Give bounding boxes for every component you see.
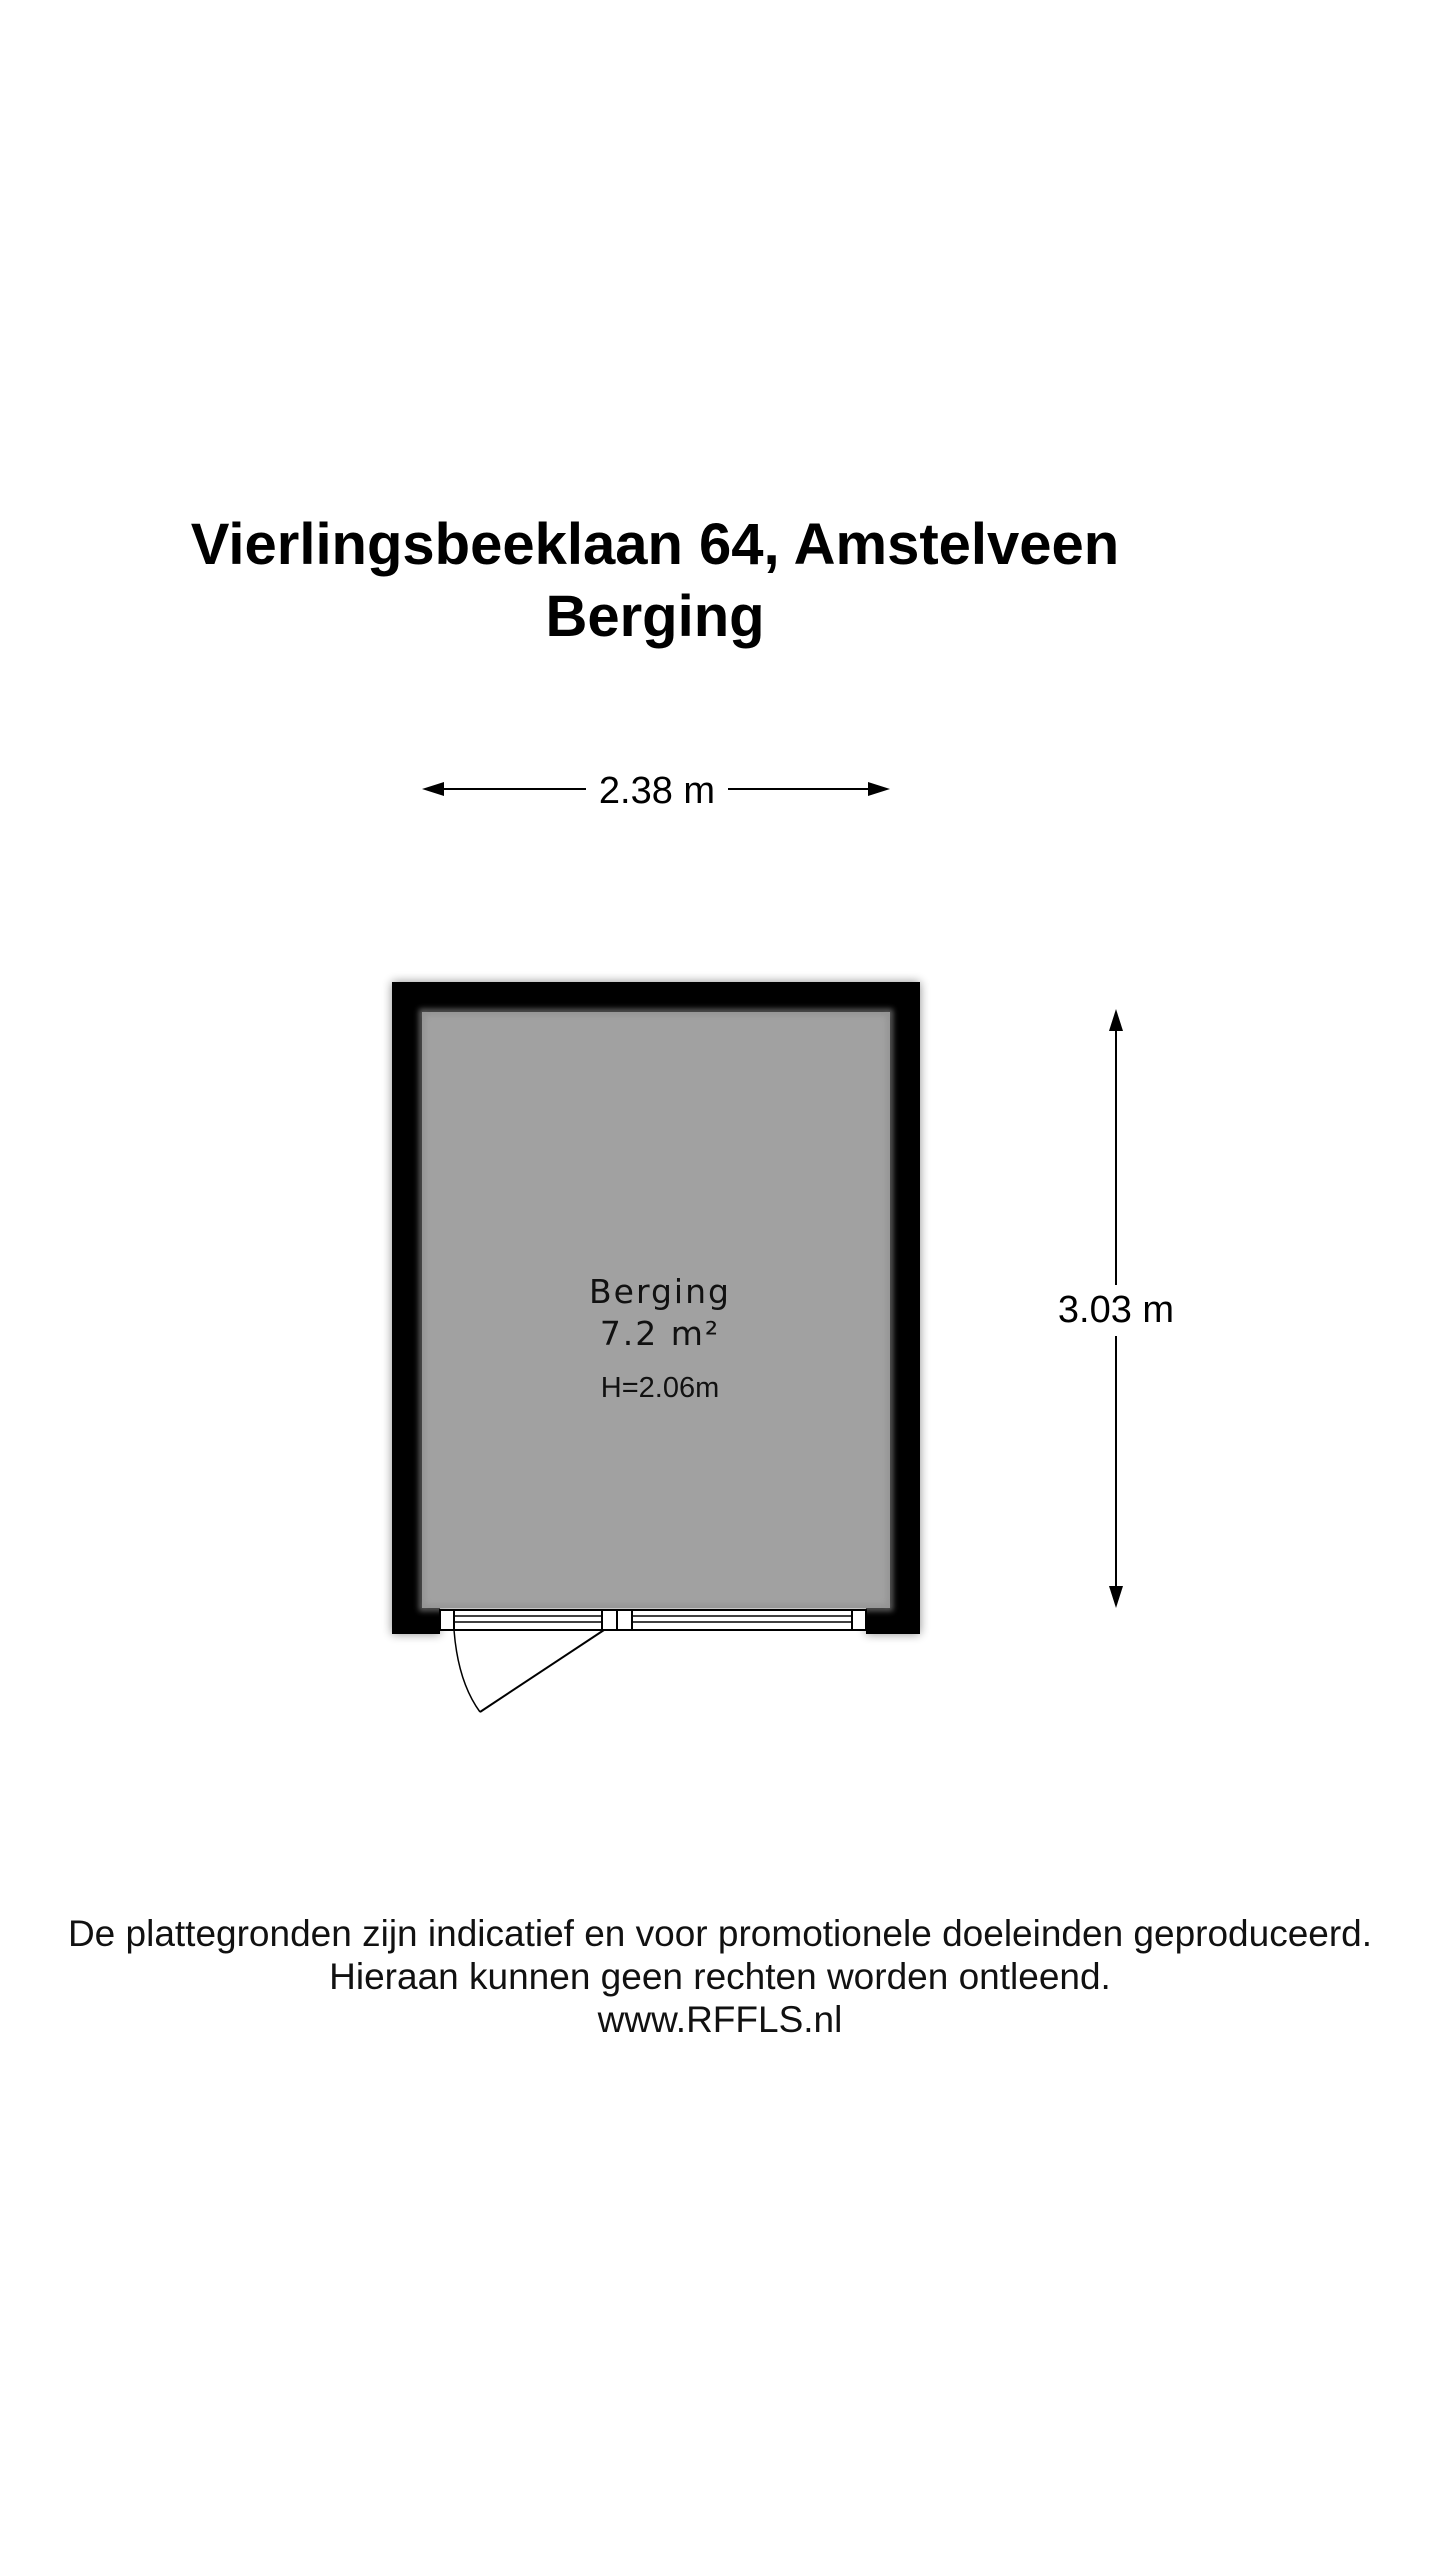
- arrow-down-icon: [1109, 1586, 1123, 1608]
- depth-dimension-label: 3.03 m: [1057, 1289, 1175, 1331]
- disclaimer-text: De plattegronden zijn indicatief en voor promotionele doeleinden geproduceerd.: [67, 1913, 1373, 1954]
- floorplan-address-title: Vierlingsbeeklaan 64, Amstelveen: [190, 512, 1120, 577]
- arrow-up-icon: [1109, 1009, 1123, 1031]
- width-dimension-label: 2.38 m: [598, 770, 716, 812]
- window-frame: [440, 1610, 866, 1630]
- arrow-left-icon: [422, 782, 444, 796]
- floorplan-floor-title: Berging: [545, 584, 765, 649]
- room-height-label: H=2.06m: [600, 1372, 720, 1404]
- room-area-label: 7.2 m²: [599, 1314, 721, 1353]
- door-swing-icon: [454, 1630, 604, 1712]
- room-name-label: Berging: [589, 1272, 731, 1311]
- arrow-right-icon: [868, 782, 890, 796]
- disclaimer-rights-text: Hieraan kunnen geen rechten worden ontleend.: [329, 1956, 1111, 1997]
- website-link[interactable]: www.RFFLS.nl: [597, 1999, 843, 2040]
